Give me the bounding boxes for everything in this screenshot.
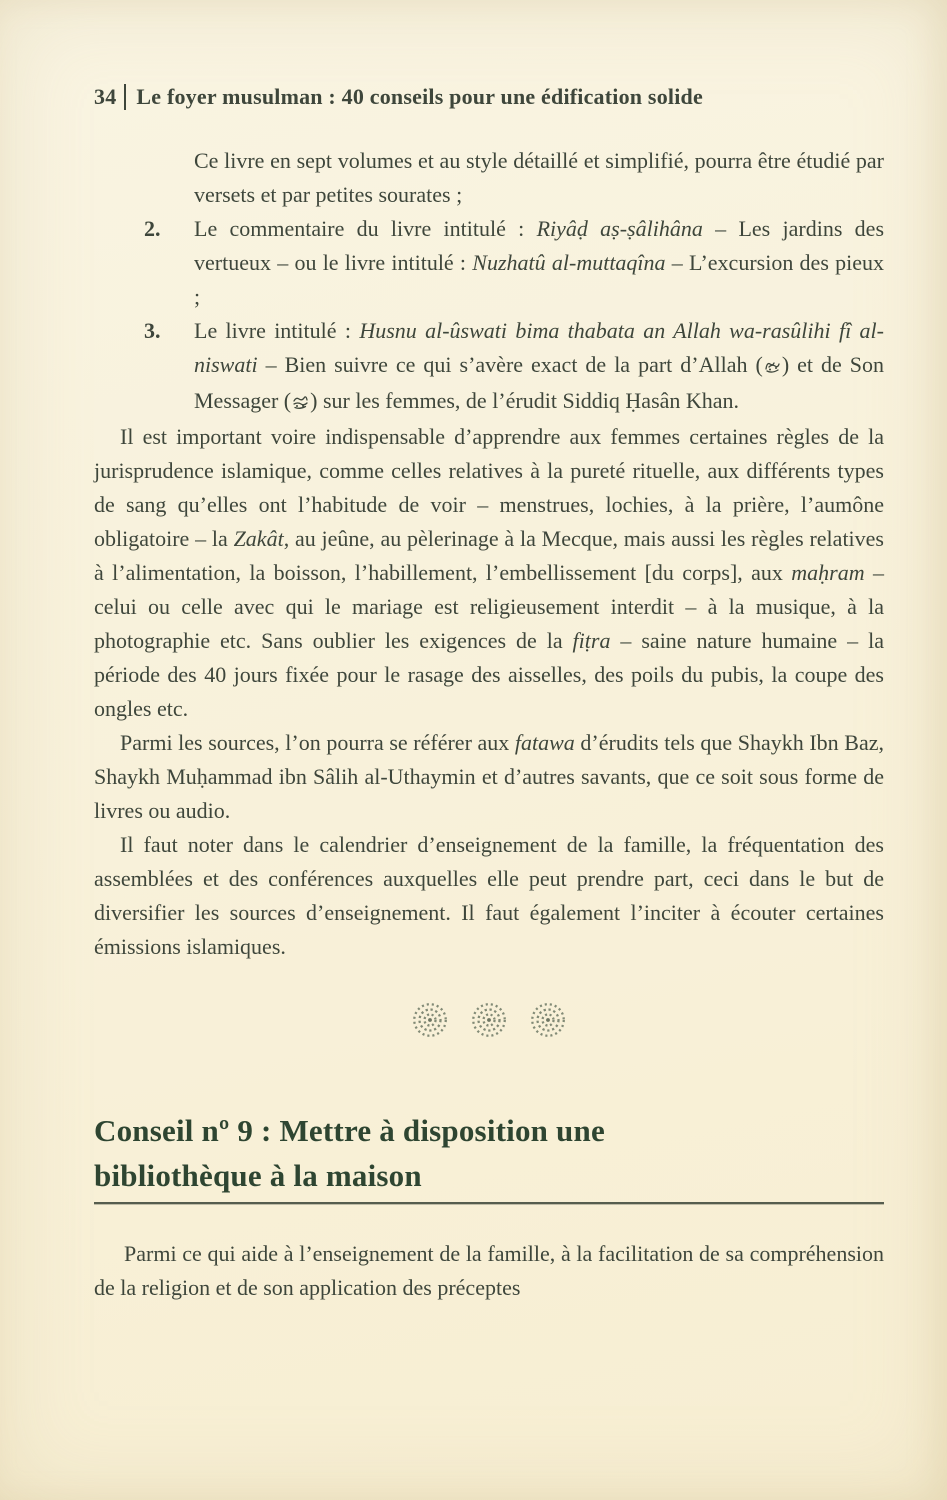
- running-header: [94, 82, 884, 112]
- text-run: Le commentaire du livre intitulé :: [194, 216, 537, 241]
- text-run: Le livre intitulé :: [194, 318, 360, 343]
- header-divider: [124, 84, 126, 110]
- page-number: 34: [94, 84, 117, 109]
- book-title: Le foyer musulman : 40 conseils pour une édification solide: [136, 84, 703, 109]
- heading-rule: [94, 1202, 884, 1204]
- list-item-3-number: 3.: [144, 318, 161, 343]
- term-italic: maḥram: [791, 560, 865, 585]
- term-italic: Zakât: [233, 526, 284, 551]
- book-title-italic: Nuzhatû al-muttaqîna: [472, 250, 666, 275]
- paragraph-sources: [94, 726, 884, 828]
- paragraph-library-intro: [94, 1237, 884, 1305]
- text-run: – Les jardins des vertueux – ou le livre intitulé :: [194, 216, 885, 275]
- list-item-1-continuation: [194, 144, 884, 212]
- list-item-2: [94, 212, 884, 314]
- text-run: , au jeûne, au pèlerinage à la Mecque, mais aussi les règles relatives à l’alimentation, la boisson, l’habillement, l’embellissement [du corps], aux: [94, 526, 884, 585]
- book-title-italic: Husnu al-ûswati bima thabata an Allah wa-rasûlihi fî al-niswati: [194, 318, 884, 377]
- rosette-icon: [409, 999, 451, 1046]
- list-item-2-text: [194, 212, 884, 314]
- rosette-icon: [468, 999, 510, 1046]
- text-run: Parmi ce qui aide à l’enseignement de la famille, à la facilitation de sa compréhension de la religion et de son application des préceptes: [94, 1241, 884, 1300]
- paragraph-teaching-calendar: [94, 828, 884, 964]
- term-italic: fatawa: [514, 730, 575, 755]
- text-run: – Bien suivre ce qui s’avère exact de la part d’Allah (: [257, 352, 763, 377]
- text-run: – saine nature humaine – la période des 40 jours fixée pour le rasage des aisselles, des poils du pubis, la coupe des ongles etc.: [94, 628, 884, 721]
- section-heading: Conseil nº 9 : Mettre à disposition une bibliothèque à la maison: [94, 1113, 605, 1193]
- book-title-italic: Riyâḍ aṣ-ṣâlihâna: [536, 216, 703, 241]
- list-item-2-number: 2.: [144, 216, 161, 241]
- term-italic: fiṭra: [572, 628, 611, 653]
- text-run: ) et de Son Messager (: [194, 352, 885, 413]
- list-item-1-text: Ce livre en sept volumes et au style détaillé et simplifié, pourra être étudié par versets et par petites sourates ;: [194, 148, 884, 207]
- text-run: Il est important voire indispensable d’apprendre aux femmes certaines règles de la jurisprudence islamique, comme celles relatives à la pureté rituelle, aux différents types de sang qu’elles ont l’habitude de voir – menstrues, lochies, à la prière, l’aumône obligatoire – la: [94, 424, 884, 551]
- text-run: d’érudits tels que Shaykh Ibn Baz, Shaykh Muḥammad ibn Sâlih al-Uthaymin et d’autres savants, que ce soit sous forme de livres ou audio.: [94, 730, 884, 823]
- list-item-3-text: [194, 314, 884, 420]
- rosette-divider: [94, 986, 884, 1058]
- allah-honorific-icon: [764, 350, 781, 384]
- rosette-icon: [527, 999, 569, 1046]
- text-run: Parmi les sources, l’on pourra se référer aux: [120, 730, 515, 755]
- paragraph-fiqh-rules: [94, 420, 884, 726]
- list-item-3: [94, 314, 884, 420]
- text-run: – celui ou celle avec qui le mariage est religieusement interdit – à la musique, à la photographie etc. Sans oublier les exigences de la: [94, 560, 884, 653]
- text-run: ) sur les femmes, de l’érudit Siddiq Ḥasân Khan.: [310, 388, 740, 413]
- messenger-honorific-icon: [292, 386, 309, 420]
- text-run: Il faut noter dans le calendrier d’enseignement de la famille, la fréquentation des assemblées et des conférences auxquelles elle peut prendre part, ceci dans le but de diversifier les sources d’enseignement. Il faut également l’inciter à écouter certaines émissions islamiques.: [94, 832, 884, 959]
- text-run: – L’excursion des pieux ;: [194, 250, 885, 309]
